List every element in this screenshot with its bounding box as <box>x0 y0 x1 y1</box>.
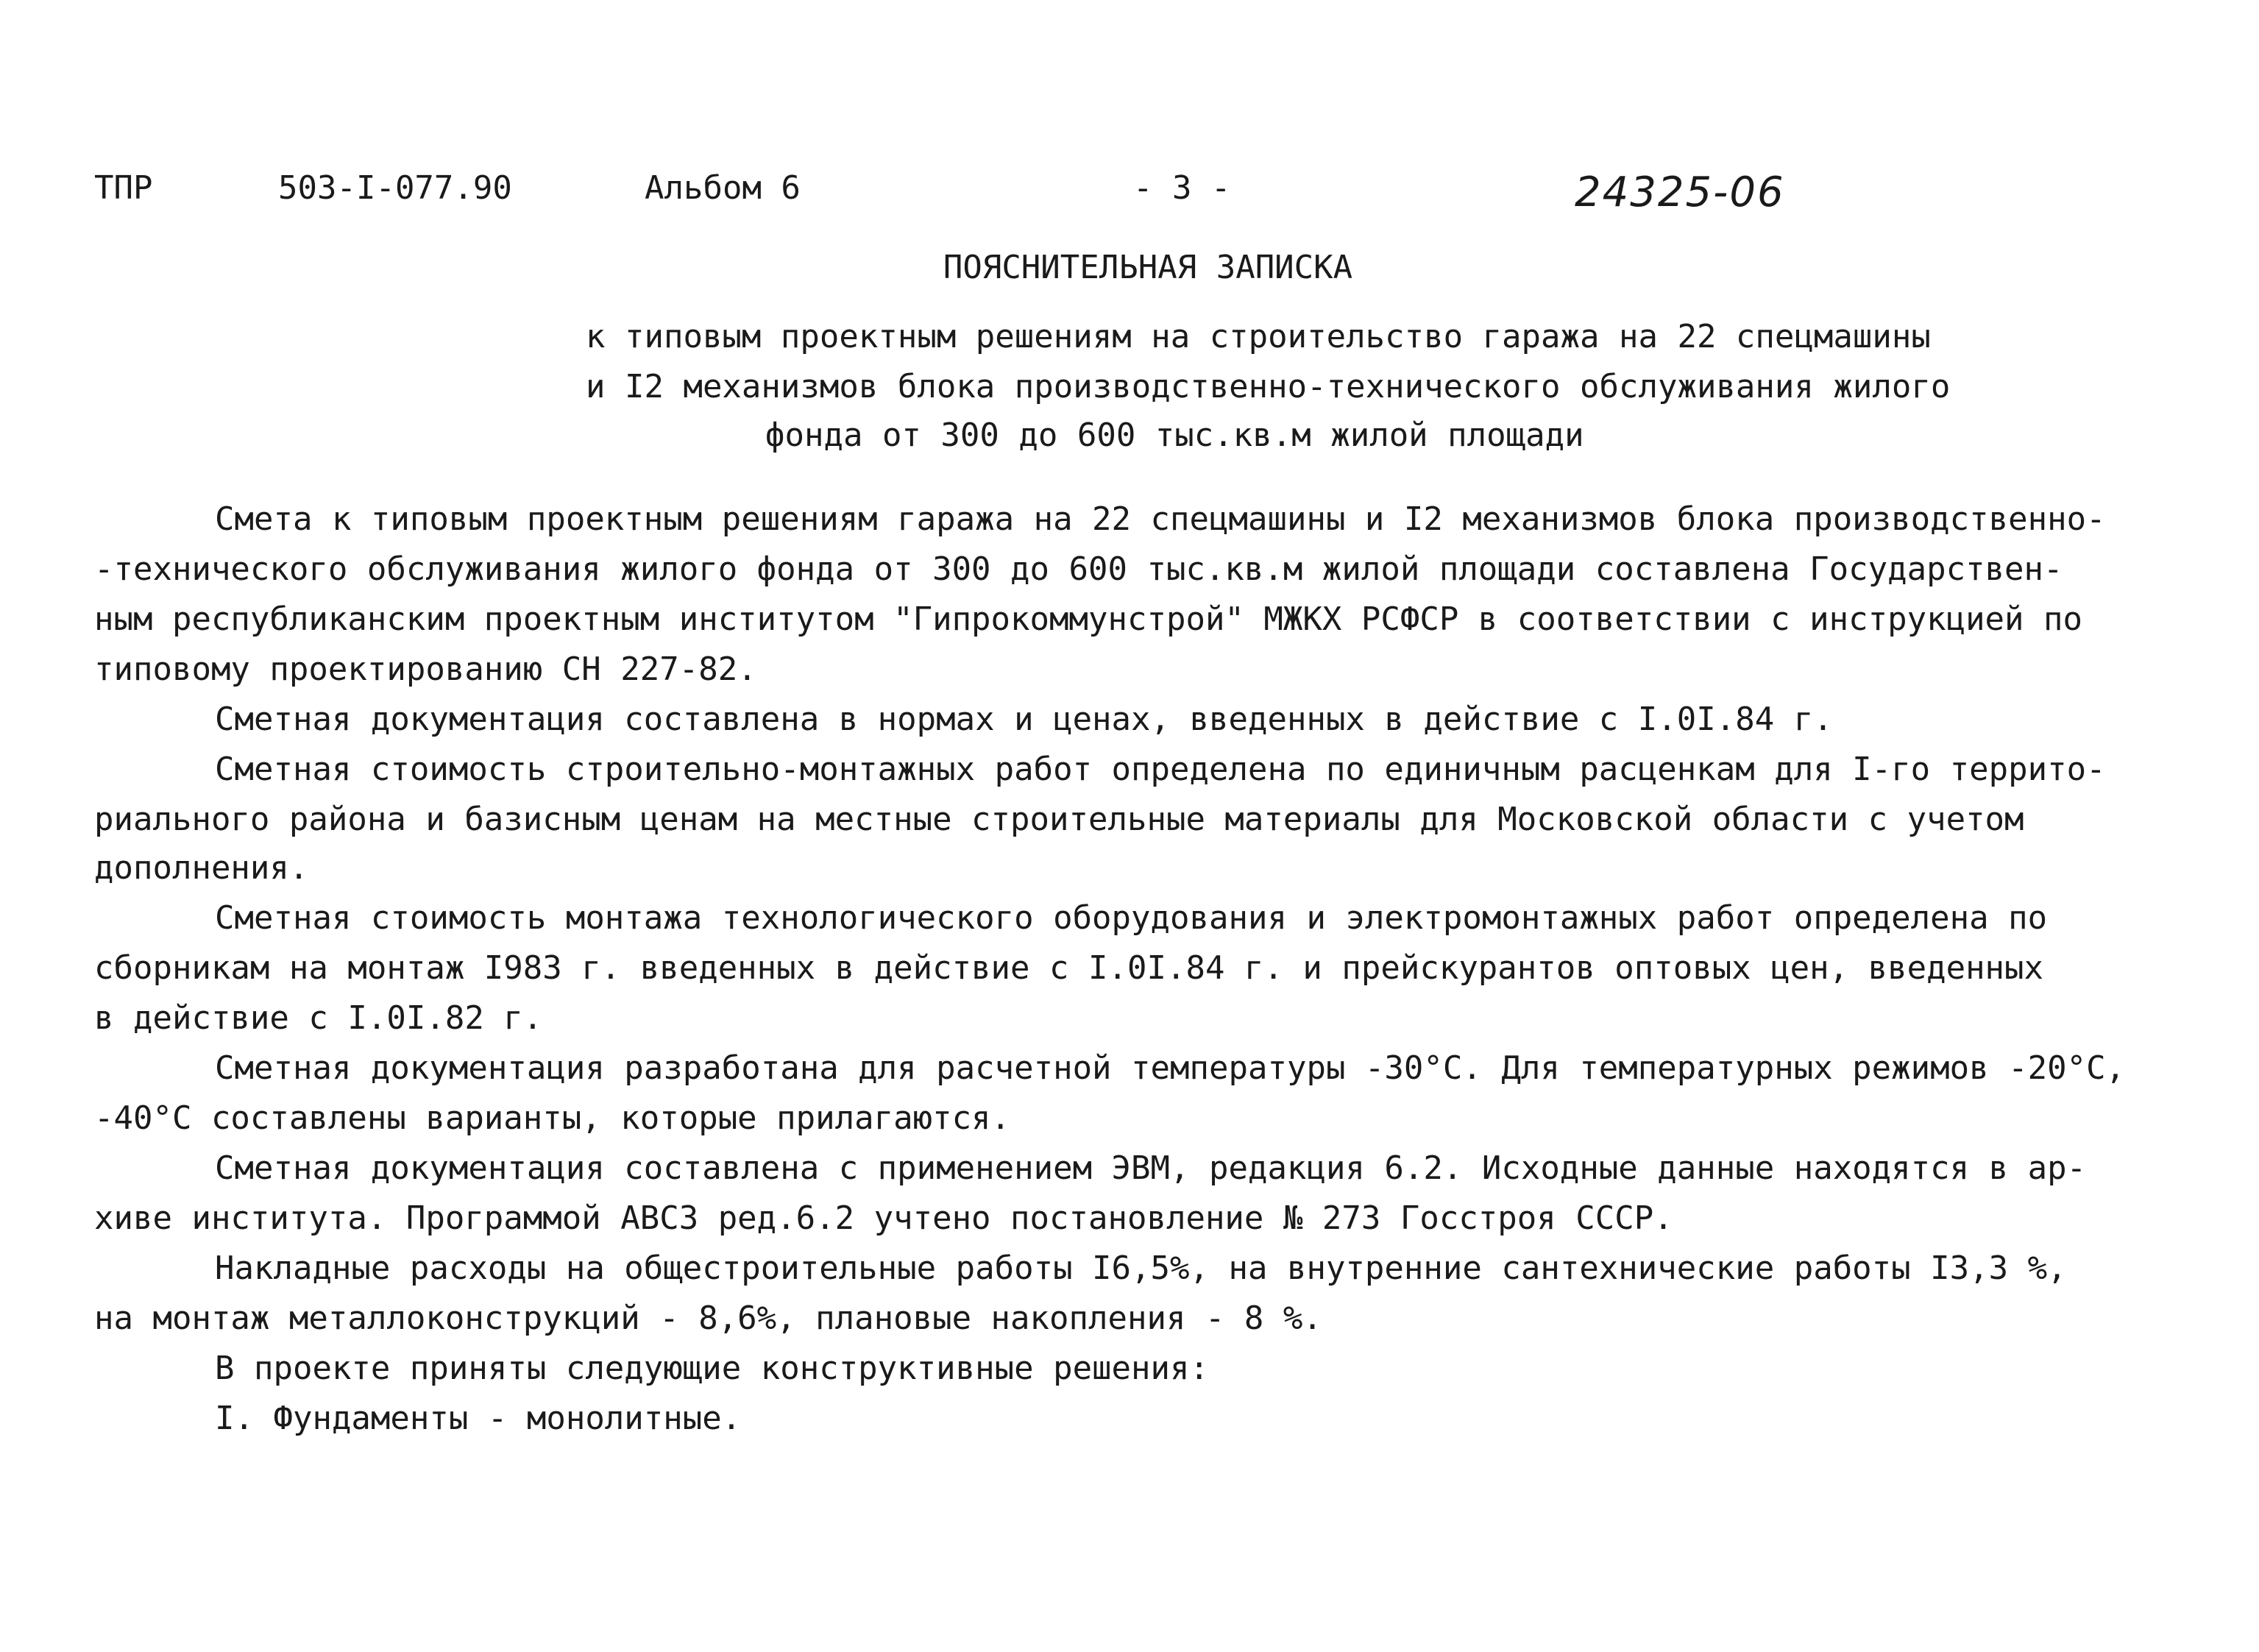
body-line: -40°С составлены варианты, которые прилагаются. <box>94 1099 1011 1137</box>
subtitle-line: к типовым проектным решениям на строительство гаража на 22 спецмашины <box>586 318 1931 355</box>
body-line: I. Фундаменты - монолитные. <box>215 1400 742 1437</box>
header-series: ТПР <box>94 169 153 207</box>
header-handwritten-code: 24325-06 <box>1575 169 1785 216</box>
body-line: хиве института. Программой АВСЗ ред.6.2 учтено постановление № 273 Госстроя СССР. <box>94 1199 1673 1237</box>
body-line: Сметная документация разработана для расчетной температуры -30°С. Для температурных режимов -20°С, <box>215 1049 2126 1087</box>
header-album: Альбом 6 <box>645 169 801 207</box>
subtitle-line: фонда от 300 до 600 тыс.кв.м жилой площади <box>765 416 1584 454</box>
header-page-number: - 3 - <box>1133 169 1231 207</box>
body-line: сборникам на монтаж I983 г. введенных в действие с I.0I.84 г. и прейскурантов оптовых цен, введенных <box>94 949 2044 987</box>
body-line: Смета к типовым проектным решениям гаража на 22 спецмашины и I2 механизмов блока производственно- <box>215 500 2106 538</box>
body-line: ным республиканским проектным институтом "Гипрокоммунстрой" МЖКХ РСФСР в соответствии с инструкцией по <box>94 600 2083 638</box>
body-line: Сметная стоимость строительно-монтажных работ определена по единичным расценкам для I-го террито- <box>215 751 2106 788</box>
body-line: -технического обслуживания жилого фонда от 300 до 600 тыс.кв.м жилой площади составлена Государствен- <box>94 550 2063 588</box>
body-line: Сметная документация составлена в нормах и ценах, введенных в действие с I.0I.84 г. <box>215 701 1833 738</box>
subtitle-line: и I2 механизмов блока производственно-технического обслуживания жилого <box>586 368 1951 405</box>
body-line: в действие с I.0I.82 г. <box>94 999 543 1037</box>
header-project-number: 503-I-077.90 <box>278 169 512 207</box>
body-line: Сметная стоимость монтажа технологического оборудования и электромонтажных работ определена по <box>215 899 2048 937</box>
document-title: ПОЯСНИТЕЛЬНАЯ ЗАПИСКА <box>943 249 1353 286</box>
body-line: риального района и базисным ценам на местные строительные материалы для Московской области с учетом <box>94 801 2024 838</box>
body-line: дополнения. <box>94 849 309 887</box>
body-line: на монтаж металлоконструкций - 8,6%, плановые накопления - 8 %. <box>94 1300 1322 1337</box>
body-line: В проекте приняты следующие конструктивные решения: <box>215 1350 1210 1387</box>
body-line: типовому проектированию СН 227-82. <box>94 650 757 688</box>
body-line: Накладные расходы на общестроительные работы I6,5%, на внутренние сантехнические работы I3,3 %, <box>215 1249 2067 1287</box>
body-line: Сметная документация составлена с применением ЭВМ, редакция 6.2. Исходные данные находятся в ар- <box>215 1149 2087 1187</box>
